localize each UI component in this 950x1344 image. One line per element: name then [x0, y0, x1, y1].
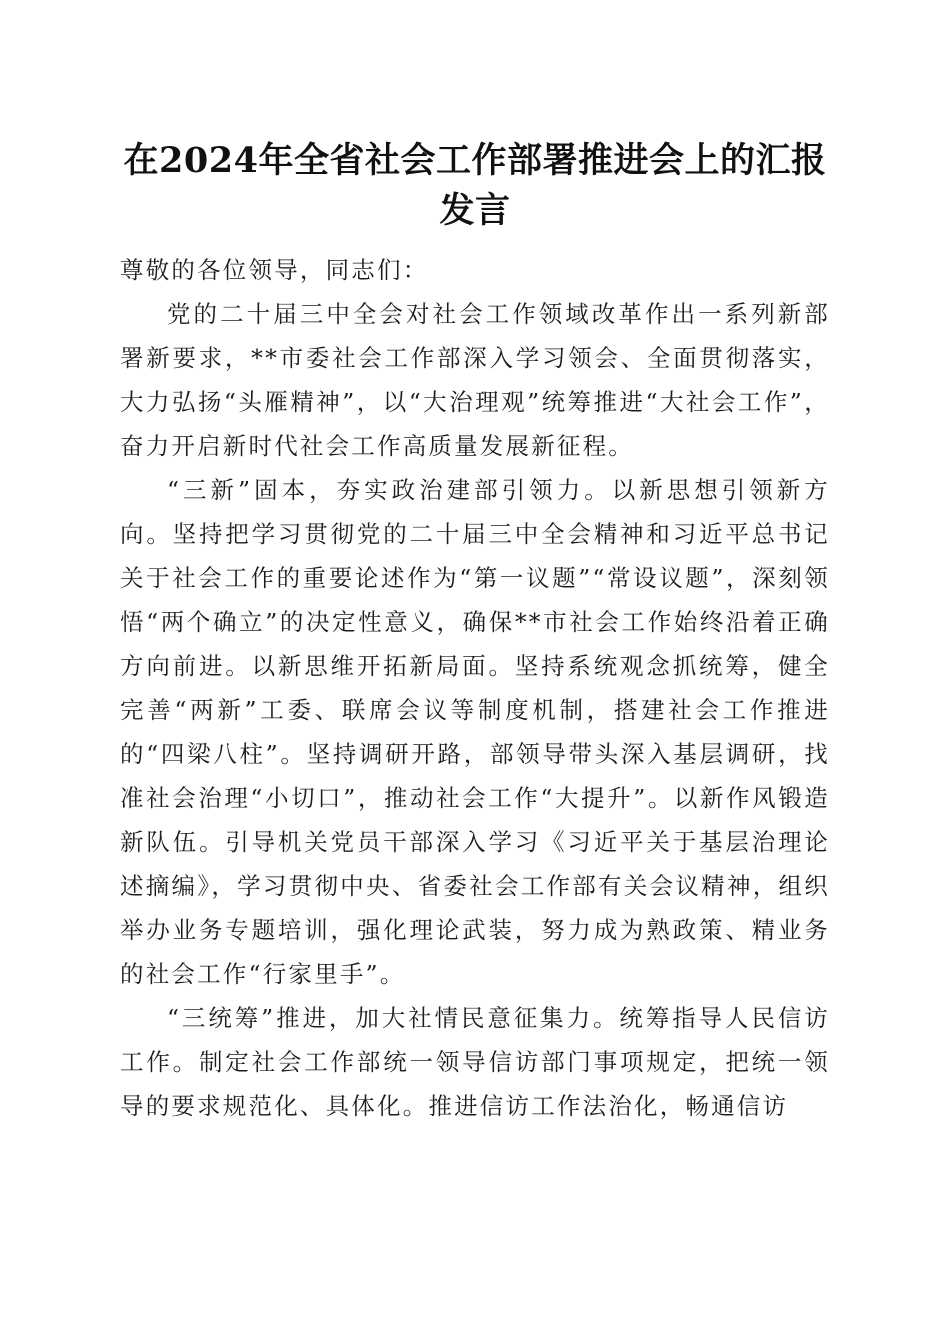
paragraph: “三统筹”推进，加大社情民意征集力。统筹指导人民信访工作。制定社会工作部统一领导信访部门事项规定，把统一领导的要求规范化、具体化。推进信访工作法治化，畅通信访 [120, 1004, 830, 1120]
paragraph: “三新”固本，夯实政治建部引领力。以新思想引领新方向。坚持把学习贯彻党的二十届三中全会精神和习近平总书记关于社会工作的重要论述作为“第一议题”“常设议题”，深刻领悟“两个确立”的决定性意义，确保**市社会工作始终沿着正确方向前进。以新思维开拓新局面。坚持系统观念抓统筹，健全完善“两新”工委、联席会议等制度机制，搭建社会工作推进的“四梁八柱”。坚持调研开路，部领导带头深入基层调研，找准社会治理“小切口”，推动社会工作“大提升”。以新作风锻造新队伍。引导机关党员干部深入学习《习近平关于基层治理论述摘编》，学习贯彻中央、省委社会工作部有关会议精神，组织举办业务专题培训，强化理论武装，努力成为熟政策、精业务的社会工作“行家里手”。 [120, 476, 830, 988]
salutation: 尊敬的各位领导，同志们： [120, 256, 429, 284]
document-title: 在2024年全省社会工作部署推进会上的汇报发言 [123, 140, 827, 231]
document-body [120, 248, 830, 1128]
paragraph: 党的二十届三中全会对社会工作领域改革作出一系列新部署新要求，**市委社会工作部深入学习领会、全面贯彻落实，大力弘扬“头雁精神”，以“大治理观”统筹推进“大社会工作”，奋力开启新时代社会工作高质量发展新征程。 [120, 300, 830, 460]
